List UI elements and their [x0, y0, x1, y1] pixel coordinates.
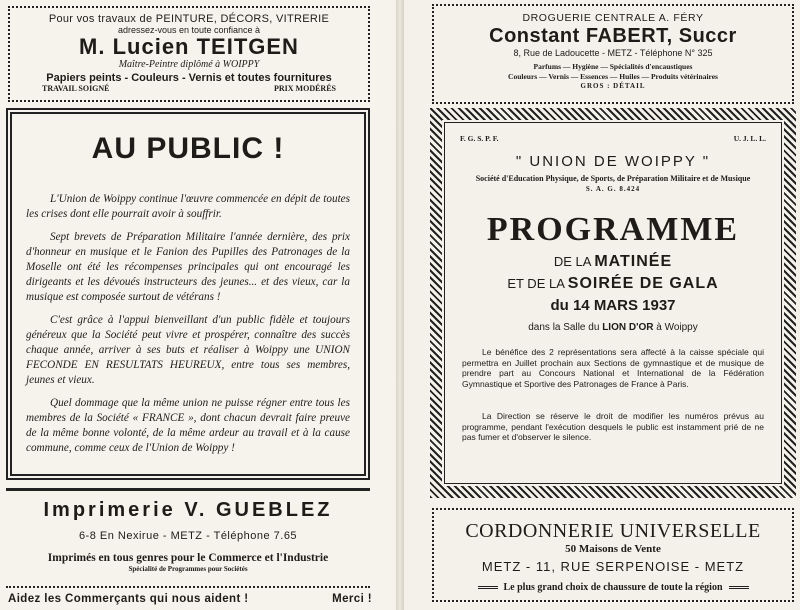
cordonnerie-name: CORDONNERIE UNIVERSELLE: [465, 520, 761, 542]
programme-title: PROGRAMME: [486, 211, 740, 248]
page-fold: [396, 0, 404, 610]
teitgen-line2: adressez-vous en toute confiance à: [117, 25, 261, 35]
teitgen-name: M. Lucien TEITGEN: [79, 34, 299, 59]
teitgen-notes: [16, 84, 362, 93]
matinee-line: [452, 253, 774, 271]
teitgen-note-left: TRAVAIL SOIGNÉ: [42, 84, 110, 93]
footer-slogan: Aidez les Commerçants qui nous aident !: [8, 593, 249, 605]
footer-merci: Merci !: [332, 593, 372, 605]
soiree-word: SOIRÉE DE GALA: [567, 275, 719, 292]
au-public-paragraph: L'Union de Woippy continue l'œuvre commencée en dépit de toutes les crises dont elle pourrait avoir à souffrir.: [26, 193, 350, 220]
soiree-line: [452, 275, 774, 293]
ad-fabert: [432, 4, 794, 104]
programme-box: [430, 108, 796, 498]
venue-prefix: dans la Salle du: [528, 322, 603, 333]
venue-suffix: à Woippy: [653, 322, 698, 333]
cordonnerie-shops: 50 Maisons de Vente: [565, 543, 661, 555]
direction-text: La Direction se réserve le droit de modifier les numéros prévus au programme, pendant l'exécution desquels le public est instamment prié de ne pas fumer et d'observer le silence.: [462, 411, 764, 442]
fabert-address: 8, Rue de Ladoucette - METZ - Téléphone N° 325: [513, 48, 713, 58]
guebler-name: Imprimerie V. GUEBLEZ: [43, 499, 333, 521]
au-public-paragraph: Sept brevets de Préparation Militaire l'année dernière, des prix d'honneur en musique et le Fanion des Pupilles des Patronages de la Moselle ont été les récompenses principales qui ont encouragé les dirigeants et les dévoués instructeurs des jeunes... et des vieux, car la musique est composée surtout de vétérans !: [26, 231, 350, 303]
abbrev-left: F. G. S. P. F.: [460, 134, 499, 143]
union-name: " UNION DE WOIPPY ": [515, 153, 711, 170]
abbrev-right: U. J. L. L.: [733, 134, 766, 143]
teitgen-products: Papiers peints - Couleurs - Vernis et toutes fournitures: [46, 72, 332, 84]
ad-cordonnerie: [432, 508, 794, 602]
benefit-text: Le bénéfice des 2 représentations sera affecté à la caisse spéciale qui permettra en Juillet prochain aux Sections de gymnastique et de musique de prendre part au Concours National et International de la Fédération Gymnastique et Sportive des Patronages de France à Paris.: [462, 347, 764, 389]
venue-line: [452, 322, 774, 333]
guebler-address: 6-8 En Nexirue - METZ - Téléphone 7.65: [78, 530, 298, 542]
divider: [6, 586, 370, 588]
event-date: du 14 MARS 1937: [550, 297, 676, 314]
guebler-services: Imprimés en tous genres pour le Commerce et l'Industrie: [47, 552, 329, 564]
fabert-name: Constant FABERT, Succr: [489, 25, 737, 47]
teitgen-line1: Pour vos travaux de PEINTURE, DÉCORS, VITRERIE: [48, 13, 330, 25]
fabert-line4: Parfums — Hygiène — Spécialités d'encaustiques: [533, 62, 693, 71]
teitgen-note-right: PRIX MODÉRÉS: [273, 84, 336, 93]
venue-name: LION D'OR: [602, 322, 654, 333]
matinee-prefix: DE LA: [553, 254, 595, 269]
divider: [478, 586, 498, 589]
cordonnerie-slogan-line: [442, 582, 784, 593]
cordonnerie-slogan: Le plus grand choix de chaussure de toute la région: [503, 582, 723, 593]
programme-abbreviations: [452, 134, 774, 143]
guebler-speciality: Spécialité de Programmes pour Sociétés: [128, 565, 248, 573]
ad-guebler: [6, 488, 370, 584]
ad-teitgen: [8, 6, 370, 102]
cordonnerie-address: METZ - 11, RUE SERPENOISE - METZ: [481, 559, 745, 574]
soiree-prefix: ET DE LA: [507, 276, 568, 291]
union-subtitle: Société d'Education Physique, de Sports, de Préparation Militaire et de Musique: [475, 174, 751, 183]
footer-left: [8, 593, 372, 605]
teitgen-qualification: Maître-Peintre diplômé à WOIPPY: [118, 59, 260, 70]
au-public-box: [6, 108, 370, 480]
matinee-word: MATINÉE: [594, 253, 673, 270]
divider: [729, 586, 749, 589]
left-page: [0, 0, 396, 610]
au-public-paragraph: Quel dommage que la même union ne puisse régner entre tous les membres de la Société « FRANCE », dont chacun devrait faire preuve de la même bonne volonté, de la même ardeur au travail et à la cause commune, comme ceux de l'Union de Woippy !: [26, 397, 350, 454]
fabert-line5: Couleurs — Vernis — Essences — Huiles — Produits vétérinaires: [508, 72, 718, 81]
au-public-title: AU PUBLIC !: [91, 132, 285, 165]
union-sag: S. A. G. 8.424: [585, 185, 641, 193]
au-public-paragraph: C'est grâce à l'appui bienveillant d'un public fidèle et toujours généreux que la Société peut vivre et prospérer, connaître des succès chaque année, arriver à ses buts et réaliser à Woippy une UNION FECONDE EN RESULTATS HEUREUX, entre tous ses membres, jeunes et vieux.: [26, 314, 350, 386]
fabert-line6: GROS : DÉTAIL: [580, 82, 646, 90]
fabert-line1: DROGUERIE CENTRALE A. FÉRY: [522, 12, 704, 24]
